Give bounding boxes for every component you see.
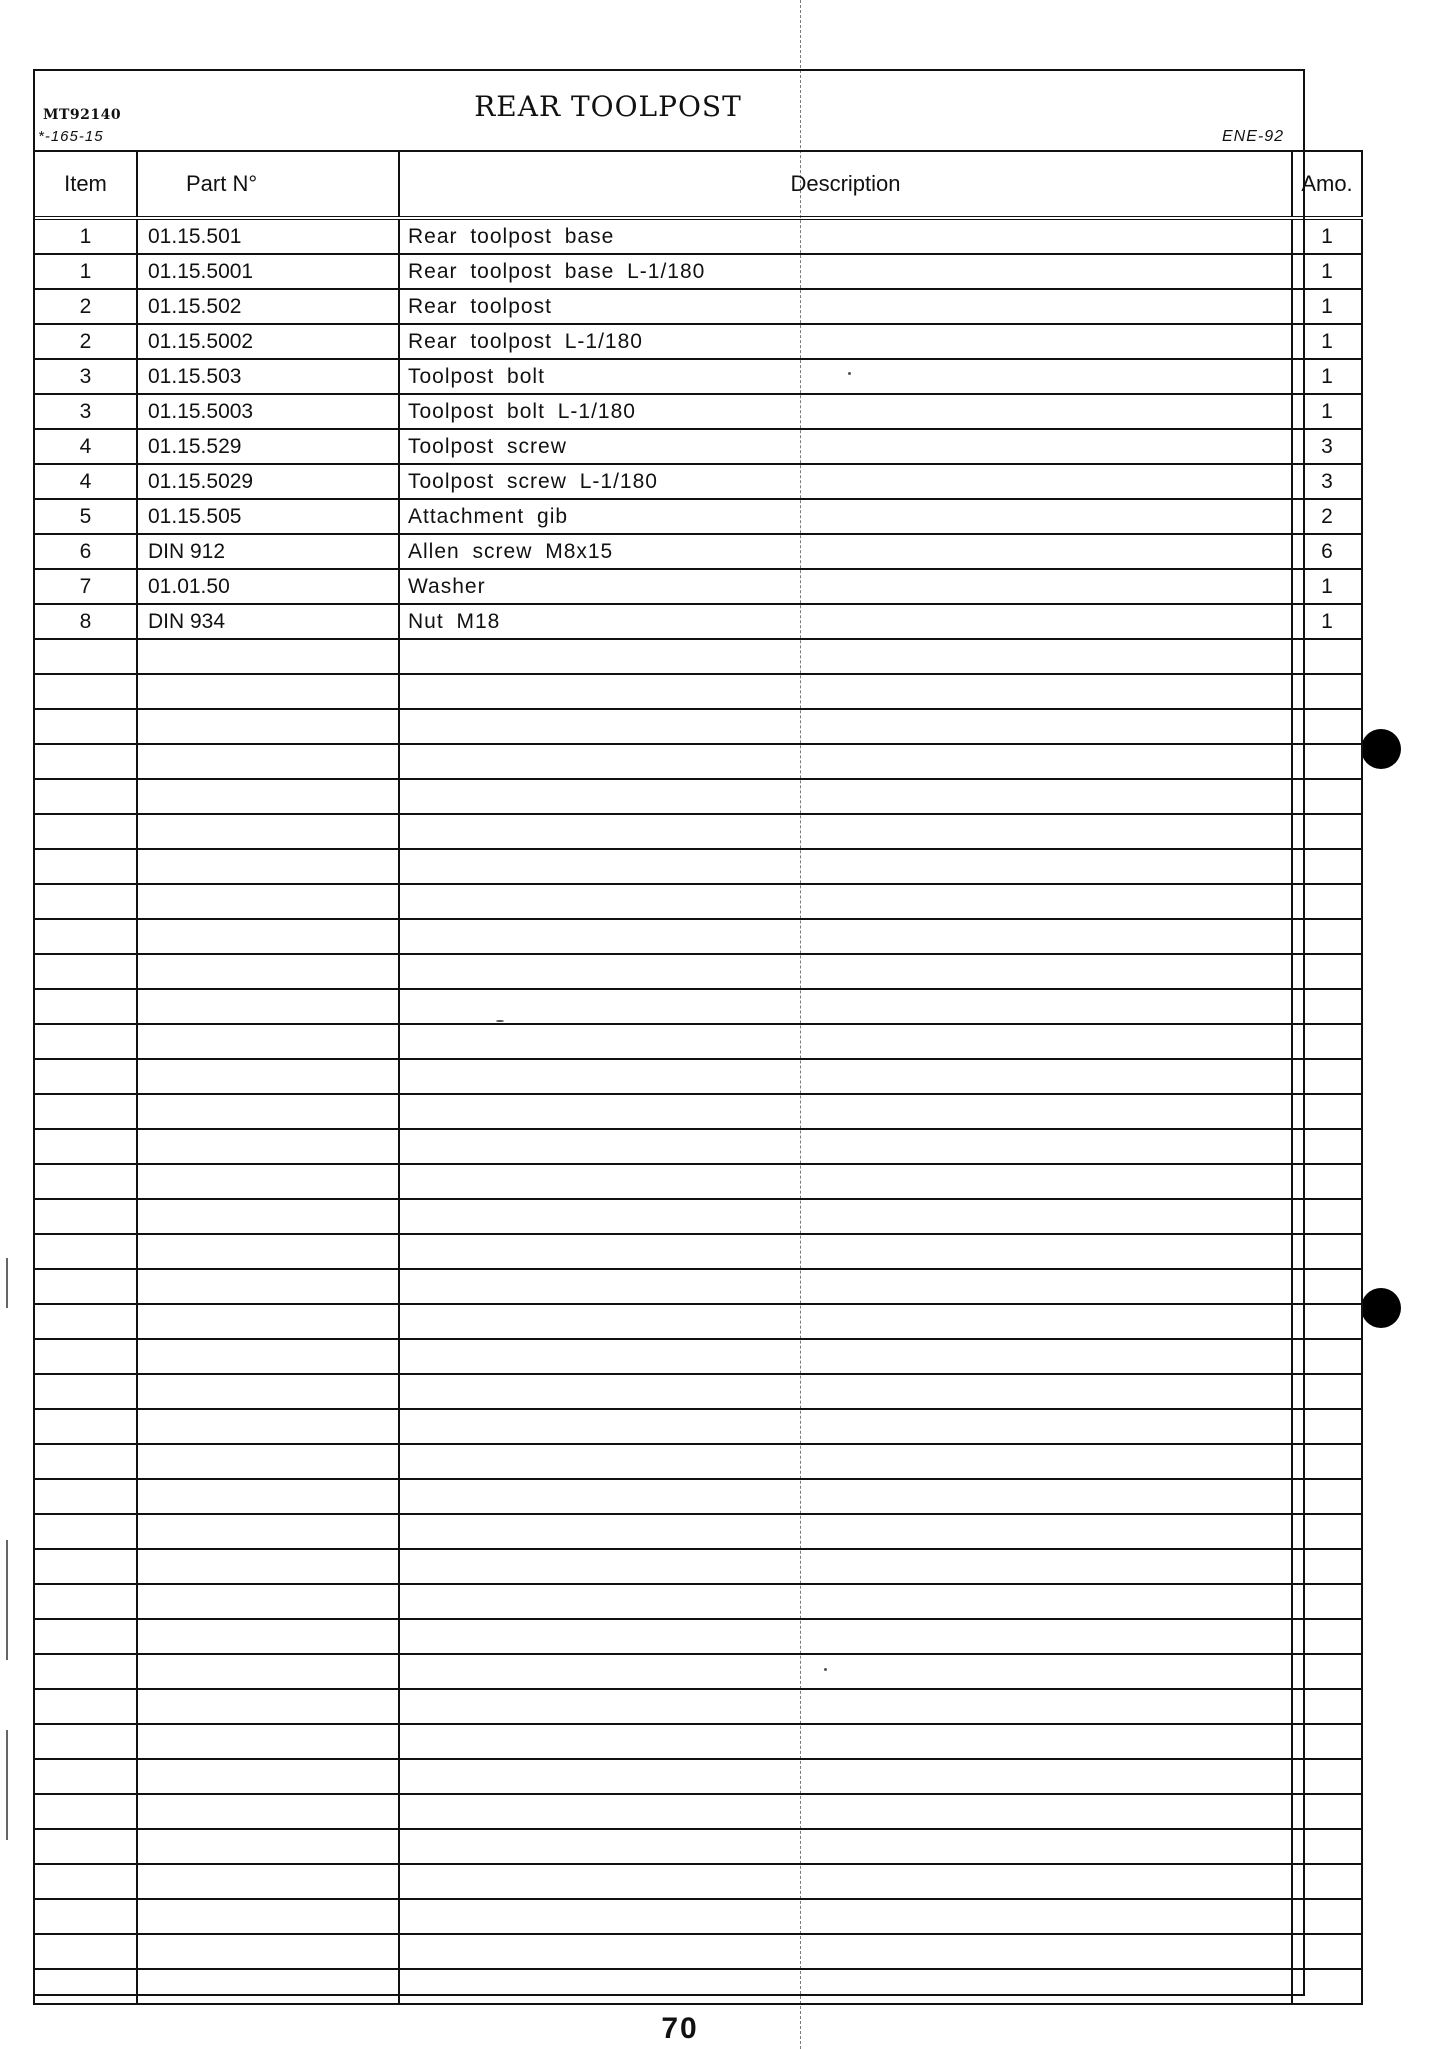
cell-amount bbox=[1292, 814, 1362, 849]
cell-amount bbox=[1292, 1094, 1362, 1129]
cell-item: 1 bbox=[34, 254, 137, 289]
description-text: Rear toolpost base bbox=[408, 225, 615, 248]
cell-description bbox=[399, 429, 1292, 464]
cell-part-no bbox=[137, 1724, 399, 1759]
description-text: Washer bbox=[408, 575, 486, 598]
cell-description bbox=[399, 464, 1292, 499]
cell-description bbox=[399, 954, 1292, 989]
cell-description bbox=[399, 218, 1292, 254]
document-date: ENE-92 bbox=[1222, 128, 1285, 145]
header-amount: Amo. bbox=[1292, 151, 1362, 218]
cell-description bbox=[399, 884, 1292, 919]
cell-item bbox=[34, 709, 137, 744]
cell-item bbox=[34, 1654, 137, 1689]
cell-description bbox=[399, 569, 1292, 604]
empty-table-row bbox=[34, 1584, 1362, 1619]
empty-table-row bbox=[34, 1024, 1362, 1059]
cell-part-no bbox=[137, 1549, 399, 1584]
cell-item bbox=[34, 1374, 137, 1409]
cell-description bbox=[399, 1864, 1292, 1899]
empty-table-row bbox=[34, 1374, 1362, 1409]
cell-part-no bbox=[137, 1759, 399, 1794]
empty-table-row bbox=[34, 1164, 1362, 1199]
cell-item: 7 bbox=[34, 569, 137, 604]
cell-item: 2 bbox=[34, 289, 137, 324]
header-item: Item bbox=[34, 151, 137, 218]
cell-item bbox=[34, 1339, 137, 1374]
cell-description bbox=[399, 709, 1292, 744]
parts-table bbox=[33, 150, 1363, 2005]
page-number: 70 bbox=[661, 2012, 699, 2045]
cell-part-no bbox=[137, 884, 399, 919]
cell-amount bbox=[1292, 1199, 1362, 1234]
parts-table-body bbox=[34, 218, 1362, 2004]
empty-table-row bbox=[34, 709, 1362, 744]
cell-item bbox=[34, 919, 137, 954]
cell-amount bbox=[1292, 1899, 1362, 1934]
cell-part-no: 01.15.5029 bbox=[137, 464, 399, 499]
cell-part-no bbox=[137, 1689, 399, 1724]
cell-part-no bbox=[137, 1479, 399, 1514]
cell-item bbox=[34, 989, 137, 1024]
cell-item bbox=[34, 849, 137, 884]
cell-description bbox=[399, 359, 1292, 394]
empty-table-row bbox=[34, 1479, 1362, 1514]
cell-amount bbox=[1292, 1969, 1362, 2004]
cell-item bbox=[34, 1759, 137, 1794]
cell-item bbox=[34, 954, 137, 989]
cell-amount bbox=[1292, 884, 1362, 919]
empty-table-row bbox=[34, 1059, 1362, 1094]
cell-amount bbox=[1292, 674, 1362, 709]
cell-item bbox=[34, 1584, 137, 1619]
empty-table-row bbox=[34, 674, 1362, 709]
description-text: Attachment gib bbox=[408, 505, 569, 528]
cell-amount bbox=[1292, 849, 1362, 884]
document-reference: *-165-15 bbox=[38, 128, 104, 145]
description-text: Rear toolpost bbox=[408, 295, 552, 318]
cell-amount bbox=[1292, 1759, 1362, 1794]
cell-item bbox=[34, 1269, 137, 1304]
cell-amount bbox=[1292, 1339, 1362, 1374]
cell-item bbox=[34, 1829, 137, 1864]
cell-description bbox=[399, 1094, 1292, 1129]
empty-table-row bbox=[34, 1969, 1362, 2004]
cell-amount bbox=[1292, 1269, 1362, 1304]
cell-item bbox=[34, 1934, 137, 1969]
table-row bbox=[34, 429, 1362, 464]
cell-amount bbox=[1292, 989, 1362, 1024]
cell-part-no: 01.15.502 bbox=[137, 289, 399, 324]
cell-description bbox=[399, 814, 1292, 849]
empty-table-row bbox=[34, 1514, 1362, 1549]
cell-part-no: 01.15.5002 bbox=[137, 324, 399, 359]
empty-table-row bbox=[34, 954, 1362, 989]
cell-part-no: 01.15.505 bbox=[137, 499, 399, 534]
cell-item bbox=[34, 1444, 137, 1479]
table-row bbox=[34, 324, 1362, 359]
cell-part-no: 01.01.50 bbox=[137, 569, 399, 604]
cell-part-no bbox=[137, 709, 399, 744]
cell-description bbox=[399, 1059, 1292, 1094]
cell-part-no bbox=[137, 1269, 399, 1304]
cell-amount bbox=[1292, 744, 1362, 779]
cell-item bbox=[34, 1689, 137, 1724]
empty-table-row bbox=[34, 1549, 1362, 1584]
cell-description bbox=[399, 1199, 1292, 1234]
cell-amount bbox=[1292, 954, 1362, 989]
cell-description bbox=[399, 1444, 1292, 1479]
cell-item bbox=[34, 1969, 137, 2004]
cell-item bbox=[34, 744, 137, 779]
scan-edge-mark bbox=[6, 1540, 8, 1660]
cell-part-no: 01.15.501 bbox=[137, 218, 399, 254]
cell-part-no bbox=[137, 1829, 399, 1864]
cell-description bbox=[399, 639, 1292, 674]
cell-item bbox=[34, 779, 137, 814]
cell-item bbox=[34, 1024, 137, 1059]
scan-edge-mark bbox=[6, 1258, 8, 1308]
cell-part-no bbox=[137, 1409, 399, 1444]
description-text: Toolpost screw bbox=[408, 435, 567, 458]
cell-part-no bbox=[137, 1129, 399, 1164]
cell-description bbox=[399, 1164, 1292, 1199]
cell-item bbox=[34, 1864, 137, 1899]
empty-table-row bbox=[34, 1724, 1362, 1759]
description-text: Toolpost screw L-1/180 bbox=[408, 470, 658, 493]
cell-part-no bbox=[137, 639, 399, 674]
cell-amount bbox=[1292, 1129, 1362, 1164]
cell-description bbox=[399, 919, 1292, 954]
cell-amount: 1 bbox=[1292, 604, 1362, 639]
cell-amount bbox=[1292, 1444, 1362, 1479]
cell-item bbox=[34, 1199, 137, 1234]
cell-part-no bbox=[137, 1339, 399, 1374]
cell-amount: 1 bbox=[1292, 569, 1362, 604]
cell-description bbox=[399, 1724, 1292, 1759]
description-text: Rear toolpost L-1/180 bbox=[408, 330, 643, 353]
cell-part-no: 01.15.529 bbox=[137, 429, 399, 464]
cell-amount: 1 bbox=[1292, 289, 1362, 324]
cell-part-no bbox=[137, 849, 399, 884]
cell-item bbox=[34, 1164, 137, 1199]
empty-table-row bbox=[34, 1129, 1362, 1164]
empty-table-row bbox=[34, 1199, 1362, 1234]
cell-amount bbox=[1292, 1654, 1362, 1689]
cell-part-no: 01.15.5003 bbox=[137, 394, 399, 429]
table-row bbox=[34, 569, 1362, 604]
cell-item bbox=[34, 1234, 137, 1269]
cell-description bbox=[399, 989, 1292, 1024]
cell-item bbox=[34, 814, 137, 849]
cell-item bbox=[34, 639, 137, 674]
empty-table-row bbox=[34, 919, 1362, 954]
cell-item bbox=[34, 1304, 137, 1339]
cell-part-no bbox=[137, 954, 399, 989]
cell-description bbox=[399, 534, 1292, 569]
cell-description bbox=[399, 1829, 1292, 1864]
cell-item bbox=[34, 1899, 137, 1934]
empty-table-row bbox=[34, 814, 1362, 849]
cell-amount bbox=[1292, 1374, 1362, 1409]
cell-part-no bbox=[137, 1619, 399, 1654]
cell-item: 6 bbox=[34, 534, 137, 569]
description-text: Toolpost bolt bbox=[408, 365, 545, 388]
description-text: Allen screw M8x15 bbox=[408, 540, 614, 563]
cell-part-no bbox=[137, 1094, 399, 1129]
cell-description bbox=[399, 499, 1292, 534]
cell-item: 2 bbox=[34, 324, 137, 359]
cell-amount bbox=[1292, 919, 1362, 954]
cell-description bbox=[399, 1549, 1292, 1584]
cell-item bbox=[34, 1794, 137, 1829]
cell-amount: 1 bbox=[1292, 359, 1362, 394]
cell-amount bbox=[1292, 1164, 1362, 1199]
cell-item: 3 bbox=[34, 359, 137, 394]
table-row bbox=[34, 464, 1362, 499]
cell-amount bbox=[1292, 1689, 1362, 1724]
cell-part-no bbox=[137, 1444, 399, 1479]
empty-table-row bbox=[34, 1269, 1362, 1304]
cell-description bbox=[399, 1689, 1292, 1724]
cell-part-no bbox=[137, 1934, 399, 1969]
table-row bbox=[34, 359, 1362, 394]
empty-table-row bbox=[34, 744, 1362, 779]
cell-item bbox=[34, 1129, 137, 1164]
cell-description bbox=[399, 1514, 1292, 1549]
cell-part-no: 01.15.503 bbox=[137, 359, 399, 394]
cell-amount bbox=[1292, 1479, 1362, 1514]
cell-item bbox=[34, 674, 137, 709]
table-header-row bbox=[34, 151, 1362, 218]
empty-table-row bbox=[34, 1234, 1362, 1269]
cell-description bbox=[399, 1584, 1292, 1619]
empty-table-row bbox=[34, 1409, 1362, 1444]
cell-description bbox=[399, 604, 1292, 639]
cell-amount bbox=[1292, 1864, 1362, 1899]
empty-table-row bbox=[34, 849, 1362, 884]
cell-part-no: DIN 934 bbox=[137, 604, 399, 639]
cell-description bbox=[399, 1934, 1292, 1969]
cell-part-no bbox=[137, 1234, 399, 1269]
empty-table-row bbox=[34, 1619, 1362, 1654]
cell-part-no bbox=[137, 744, 399, 779]
table-row bbox=[34, 254, 1362, 289]
cell-amount: 3 bbox=[1292, 464, 1362, 499]
cell-amount bbox=[1292, 1829, 1362, 1864]
cell-part-no bbox=[137, 1584, 399, 1619]
cell-part-no: DIN 912 bbox=[137, 534, 399, 569]
cell-part-no bbox=[137, 1864, 399, 1899]
empty-table-row bbox=[34, 1094, 1362, 1129]
cell-description bbox=[399, 289, 1292, 324]
cell-description bbox=[399, 254, 1292, 289]
cell-part-no bbox=[137, 1164, 399, 1199]
cell-description bbox=[399, 1024, 1292, 1059]
cell-amount: 6 bbox=[1292, 534, 1362, 569]
empty-table-row bbox=[34, 1304, 1362, 1339]
header-description: Description bbox=[399, 151, 1292, 218]
cell-part-no bbox=[137, 674, 399, 709]
cell-amount bbox=[1292, 1059, 1362, 1094]
empty-table-row bbox=[34, 989, 1362, 1024]
cell-part-no bbox=[137, 1059, 399, 1094]
cell-part-no bbox=[137, 814, 399, 849]
cell-part-no bbox=[137, 1514, 399, 1549]
empty-table-row bbox=[34, 1794, 1362, 1829]
description-text: Nut M18 bbox=[408, 610, 501, 633]
header-part-no: Part N° bbox=[137, 151, 399, 218]
cell-part-no bbox=[137, 779, 399, 814]
cell-description bbox=[399, 1619, 1292, 1654]
cell-part-no: 01.15.5001 bbox=[137, 254, 399, 289]
cell-item bbox=[34, 1619, 137, 1654]
cell-amount: 1 bbox=[1292, 254, 1362, 289]
cell-description bbox=[399, 1479, 1292, 1514]
cell-amount: 1 bbox=[1292, 394, 1362, 429]
cell-description bbox=[399, 1374, 1292, 1409]
empty-table-row bbox=[34, 884, 1362, 919]
document-code: MT92140 bbox=[43, 107, 122, 123]
cell-item: 8 bbox=[34, 604, 137, 639]
cell-description bbox=[399, 779, 1292, 814]
empty-table-row bbox=[34, 1654, 1362, 1689]
empty-table-row bbox=[34, 639, 1362, 674]
empty-table-row bbox=[34, 779, 1362, 814]
empty-table-row bbox=[34, 1899, 1362, 1934]
cell-amount bbox=[1292, 779, 1362, 814]
table-row bbox=[34, 218, 1362, 254]
cell-part-no bbox=[137, 1304, 399, 1339]
table-row bbox=[34, 289, 1362, 324]
table-row bbox=[34, 394, 1362, 429]
cell-amount bbox=[1292, 1584, 1362, 1619]
cell-amount bbox=[1292, 1619, 1362, 1654]
cell-part-no bbox=[137, 1969, 399, 2004]
cell-part-no bbox=[137, 1794, 399, 1829]
cell-item: 5 bbox=[34, 499, 137, 534]
description-text: Toolpost bolt L-1/180 bbox=[408, 400, 636, 423]
cell-description bbox=[399, 1899, 1292, 1934]
cell-item bbox=[34, 884, 137, 919]
page-title: REAR TOOLPOST bbox=[474, 90, 742, 123]
cell-amount bbox=[1292, 709, 1362, 744]
cell-amount: 3 bbox=[1292, 429, 1362, 464]
empty-table-row bbox=[34, 1759, 1362, 1794]
cell-amount bbox=[1292, 1304, 1362, 1339]
cell-description bbox=[399, 1409, 1292, 1444]
cell-item: 1 bbox=[34, 218, 137, 254]
cell-item bbox=[34, 1549, 137, 1584]
cell-description bbox=[399, 394, 1292, 429]
cell-description bbox=[399, 674, 1292, 709]
empty-table-row bbox=[34, 1829, 1362, 1864]
table-row bbox=[34, 499, 1362, 534]
table-row bbox=[34, 534, 1362, 569]
cell-amount bbox=[1292, 1794, 1362, 1829]
cell-part-no bbox=[137, 1374, 399, 1409]
cell-description bbox=[399, 744, 1292, 779]
description-text: Rear toolpost base L-1/180 bbox=[408, 260, 706, 283]
cell-amount bbox=[1292, 1724, 1362, 1759]
cell-part-no bbox=[137, 1654, 399, 1689]
cell-description bbox=[399, 1794, 1292, 1829]
cell-item bbox=[34, 1479, 137, 1514]
cell-amount bbox=[1292, 1934, 1362, 1969]
cell-item: 4 bbox=[34, 464, 137, 499]
cell-description bbox=[399, 1234, 1292, 1269]
cell-item bbox=[34, 1059, 137, 1094]
cell-part-no bbox=[137, 989, 399, 1024]
cell-amount: 1 bbox=[1292, 218, 1362, 254]
cell-description bbox=[399, 1969, 1292, 2004]
scan-edge-mark bbox=[6, 1730, 8, 1840]
cell-item bbox=[34, 1094, 137, 1129]
cell-amount bbox=[1292, 1514, 1362, 1549]
empty-table-row bbox=[34, 1934, 1362, 1969]
table-row bbox=[34, 604, 1362, 639]
punch-hole-bottom bbox=[1361, 1288, 1401, 1328]
cell-item bbox=[34, 1724, 137, 1759]
empty-table-row bbox=[34, 1444, 1362, 1479]
cell-part-no bbox=[137, 1199, 399, 1234]
cell-amount bbox=[1292, 1024, 1362, 1059]
cell-description bbox=[399, 1129, 1292, 1164]
cell-amount: 1 bbox=[1292, 324, 1362, 359]
cell-part-no bbox=[137, 1899, 399, 1934]
cell-item bbox=[34, 1409, 137, 1444]
cell-part-no bbox=[137, 919, 399, 954]
cell-amount bbox=[1292, 1234, 1362, 1269]
cell-description bbox=[399, 324, 1292, 359]
cell-part-no bbox=[137, 1024, 399, 1059]
empty-table-row bbox=[34, 1339, 1362, 1374]
cell-description bbox=[399, 1269, 1292, 1304]
cell-amount bbox=[1292, 639, 1362, 674]
empty-table-row bbox=[34, 1689, 1362, 1724]
punch-hole-top bbox=[1361, 729, 1401, 769]
cell-description bbox=[399, 849, 1292, 884]
cell-item: 4 bbox=[34, 429, 137, 464]
cell-description bbox=[399, 1759, 1292, 1794]
cell-amount: 2 bbox=[1292, 499, 1362, 534]
cell-amount bbox=[1292, 1549, 1362, 1584]
cell-description bbox=[399, 1654, 1292, 1689]
cell-amount bbox=[1292, 1409, 1362, 1444]
cell-description bbox=[399, 1339, 1292, 1374]
cell-item: 3 bbox=[34, 394, 137, 429]
cell-item bbox=[34, 1514, 137, 1549]
cell-description bbox=[399, 1304, 1292, 1339]
empty-table-row bbox=[34, 1864, 1362, 1899]
